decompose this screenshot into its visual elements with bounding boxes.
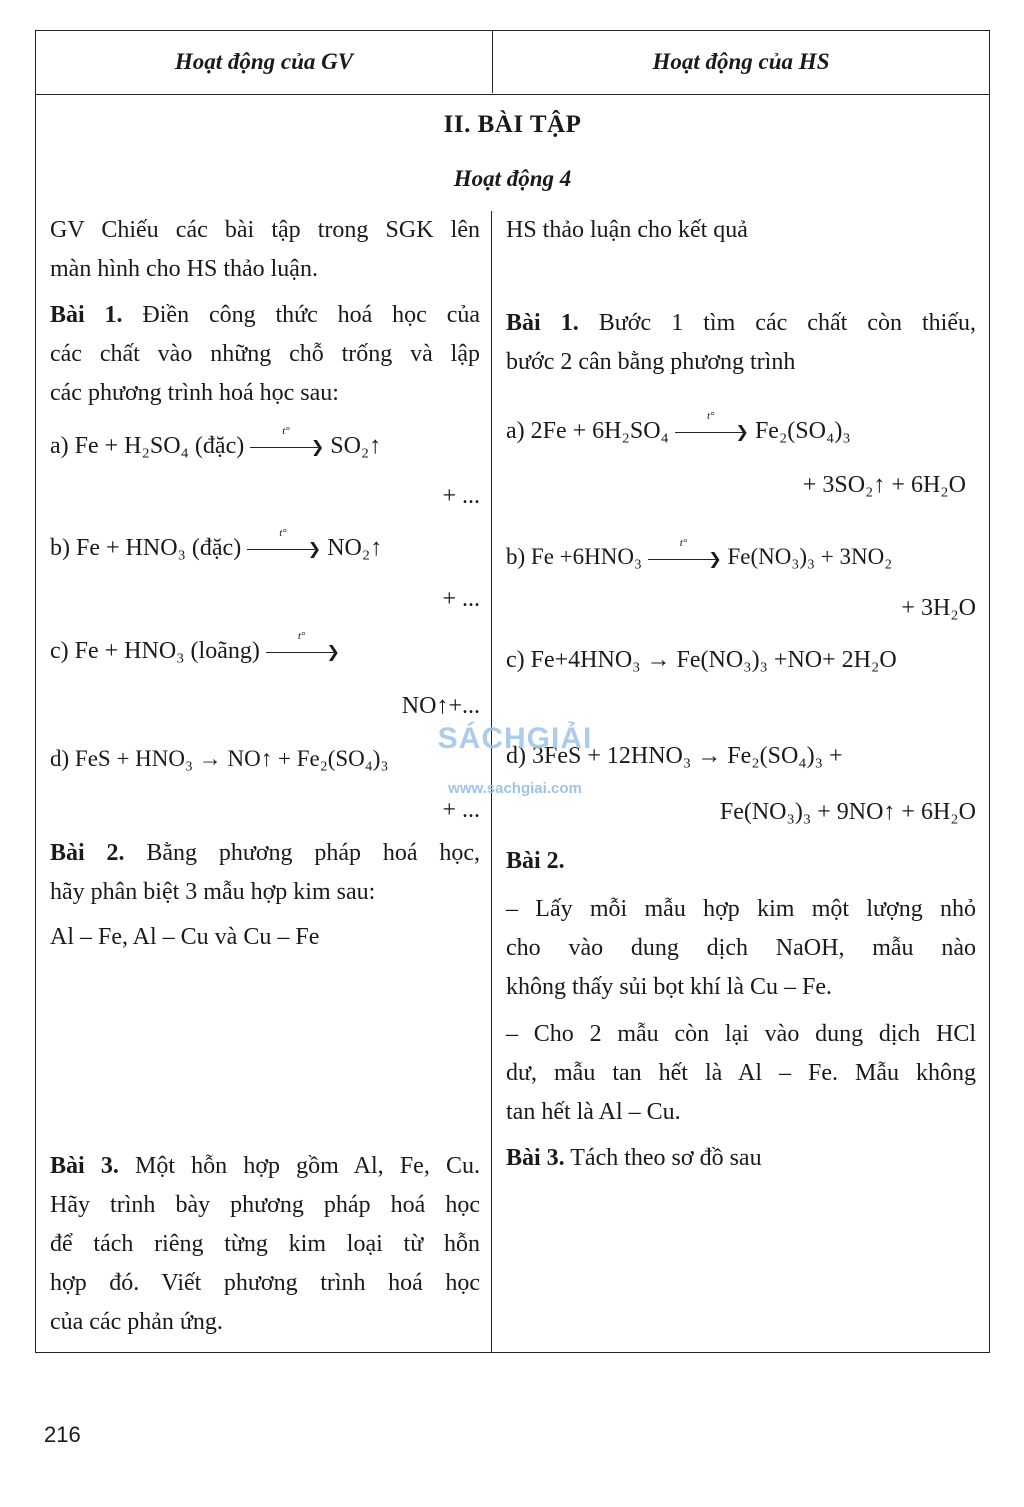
- bai2-prompt-line-2: hãy phân biệt 3 mẫu hợp kim sau:: [50, 879, 376, 905]
- heat-arrow-icon: t° ❯: [247, 539, 321, 559]
- bai1-prompt-line-2: các chất vào những chỗ trống và lập: [50, 341, 480, 367]
- bai3-answer-label: Bài 3.: [506, 1145, 565, 1171]
- bai2-label: Bài 2.: [50, 840, 125, 866]
- bai3-prompt-line-5: của các phản ứng.: [50, 1309, 223, 1335]
- section-title: II. BÀI TẬP: [443, 111, 582, 138]
- heat-arrow-icon: t° ❯: [266, 642, 340, 662]
- answer-a: a) 2Fe + 6H₂SO₄ t° ❯ Fe₂(SO₄)₃: [506, 410, 851, 444]
- table-header-row: [36, 31, 989, 95]
- heat-arrow-icon: t° ❯: [648, 549, 722, 569]
- heat-arrow-icon: t° ❯: [675, 422, 749, 442]
- bai1-label: Bài 1.: [50, 302, 123, 328]
- answer-b: b) Fe +6HNO₃ t° ❯ Fe(NO₃)₃ + 3NO₂: [506, 536, 893, 569]
- page-number: 216: [44, 1422, 81, 1447]
- bai3-prompt-line-3: để tách riêng từng kim loại từ hỗn: [50, 1231, 480, 1257]
- equation-c-continuation: NO↑+...: [401, 693, 480, 719]
- bai2-answer-label: Bài 2.: [506, 848, 565, 874]
- bai2-answer-p1-line-3: không thấy sủi bọt khí là Cu – Fe.: [506, 974, 832, 1000]
- gv-intro-line-1: GV Chiếu các bài tập trong SGK lên: [50, 217, 480, 243]
- answer-b-continuation: + 3H₂O: [901, 595, 976, 621]
- bai2-answer-p1-line-2: cho vào dung dịch NaOH, mẫu nào: [506, 935, 976, 961]
- bai3-label: Bài 3.: [50, 1153, 119, 1179]
- bai2-answer-p2-line-2: dư, mẫu tan hết là Al – Fe. Mẫu không: [506, 1060, 976, 1086]
- bai2-prompt-line-3: Al – Fe, Al – Cu và Cu – Fe: [50, 924, 320, 950]
- bai2-answer-p2-line-3: tan hết là Al – Cu.: [506, 1099, 681, 1125]
- watermark-url: www.sachgiai.com: [448, 780, 582, 797]
- answer-c: c) Fe+4HNO₃ → Fe(NO₃)₃ +NO+ 2H₂O: [506, 647, 897, 673]
- bai2-answer-p2-line-1: – Cho 2 mẫu còn lại vào dung dịch HCl: [506, 1021, 976, 1047]
- answer-d-line-1: d) 3FeS + 12HNO₃ → Fe₂(SO₄)₃ +: [506, 743, 843, 769]
- bai1-answer-line-1: Bài 1. Bước 1 tìm các chất còn thiếu,: [506, 310, 976, 336]
- header-teacher-activity: Hoạt động của GV: [36, 31, 493, 93]
- bai3-prompt-line-2: Hãy trình bày phương pháp hoá học: [50, 1192, 480, 1218]
- activity-title: Hoạt động 4: [453, 166, 572, 191]
- watermark-logo: SÁCHGIẢI: [437, 722, 593, 755]
- bai1-answer-label: Bài 1.: [506, 310, 579, 336]
- equation-b-continuation: + ...: [442, 586, 480, 612]
- equation-b: b) Fe + HNO₃ (đặc) t° ❯ NO₂↑: [50, 527, 383, 561]
- hs-intro: HS thảo luận cho kết quả: [506, 217, 748, 243]
- bai2-answer-p1-line-1: – Lấy mỗi mẫu hợp kim một lượng nhỏ: [506, 896, 976, 922]
- lesson-table: [35, 30, 990, 1353]
- bai3-answer: Bài 3. Tách theo sơ đồ sau: [506, 1145, 762, 1171]
- bai2-prompt-line-1: Bài 2. Bằng phương pháp hoá học,: [50, 840, 480, 866]
- bai1-prompt-line-1: Bài 1. Điền công thức hoá học của: [50, 302, 480, 328]
- gv-intro-line-2: màn hình cho HS thảo luận.: [50, 256, 318, 282]
- equation-d: d) FeS + HNO₃ → NO↑ + Fe₂(SO₄)₃: [50, 746, 389, 771]
- bai3-prompt-line-1: Bài 3. Một hỗn hợp gồm Al, Fe, Cu.: [50, 1153, 480, 1179]
- equation-a-continuation: + ...: [442, 483, 480, 509]
- equation-a: a) Fe + H₂SO₄ (đặc) t° ❯ SO₂↑: [50, 425, 382, 459]
- bai3-prompt-line-4: hợp đó. Viết phương trình hoá học: [50, 1270, 480, 1296]
- bai1-answer-line-2: bước 2 cân bằng phương trình: [506, 349, 796, 375]
- answer-a-continuation: + 3SO₂↑ + 6H₂O: [802, 472, 966, 498]
- heat-arrow-icon: t° ❯: [250, 437, 324, 457]
- header-student-activity: Hoạt động của HS: [652, 49, 830, 74]
- bai1-prompt-line-3: các phương trình hoá học sau:: [50, 380, 339, 406]
- equation-c: c) Fe + HNO₃ (loãng) t° ❯: [50, 630, 340, 664]
- equation-d-continuation: + ...: [442, 797, 480, 823]
- answer-d-line-2: Fe(NO₃)₃ + 9NO↑ + 6H₂O: [719, 799, 976, 825]
